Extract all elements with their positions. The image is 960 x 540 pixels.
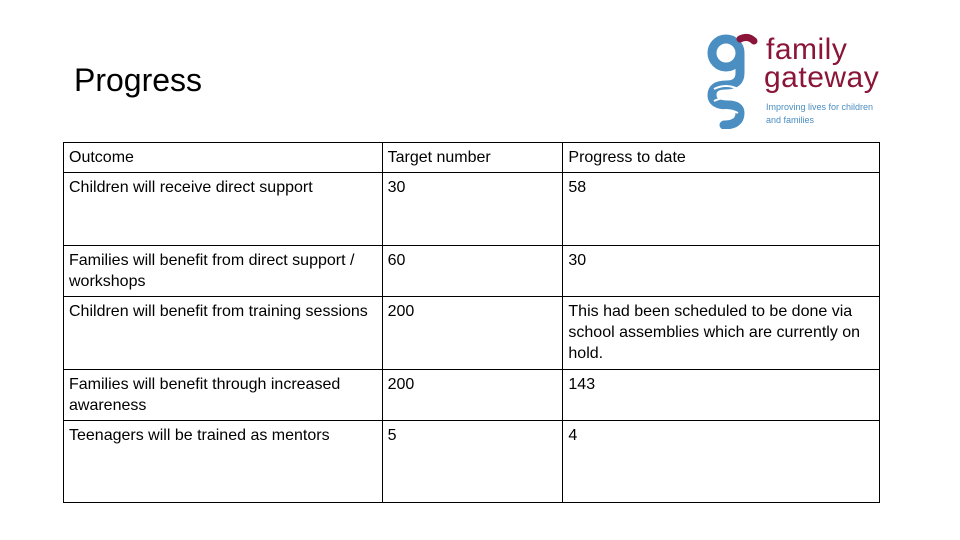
header-progress-to-date: Progress to date: [563, 143, 880, 173]
cell-progress: 30: [563, 246, 880, 297]
table-header-row: [64, 143, 880, 173]
cell-target: 5: [382, 421, 563, 503]
logo-tagline-line2: and families: [766, 115, 815, 125]
table-row: [64, 421, 880, 503]
cell-outcome: Children will benefit from training sessions: [64, 297, 383, 370]
cell-target: 200: [382, 370, 563, 421]
logo-g-icon: [704, 33, 762, 129]
cell-progress: 4: [563, 421, 880, 503]
cell-progress: This had been scheduled to be done via school assemblies which are currently on hold.: [563, 297, 880, 370]
cell-target: 30: [382, 173, 563, 246]
cell-progress: 143: [563, 370, 880, 421]
cell-target: 200: [382, 297, 563, 370]
cell-outcome: Families will benefit from direct support / workshops: [64, 246, 383, 297]
cell-progress: 58: [563, 173, 880, 246]
progress-table: [63, 142, 880, 503]
cell-outcome: Children will receive direct support: [64, 173, 383, 246]
table-row: [64, 173, 880, 246]
table-row: [64, 297, 880, 370]
table-row: [64, 246, 880, 297]
header-target-number: Target number: [382, 143, 563, 173]
logo-word-family: family: [766, 33, 848, 66]
logo-tagline-line1: Improving lives for children: [766, 102, 874, 112]
page-title: Progress: [74, 62, 203, 98]
table-row: [64, 370, 880, 421]
logo-word-gateway: gateway: [764, 61, 880, 94]
cell-target: 60: [382, 246, 563, 297]
family-gateway-logo: [700, 33, 900, 129]
header-outcome: Outcome: [64, 143, 383, 173]
cell-outcome: Teenagers will be trained as mentors: [64, 421, 383, 503]
cell-outcome: Families will benefit through increased awareness: [64, 370, 383, 421]
